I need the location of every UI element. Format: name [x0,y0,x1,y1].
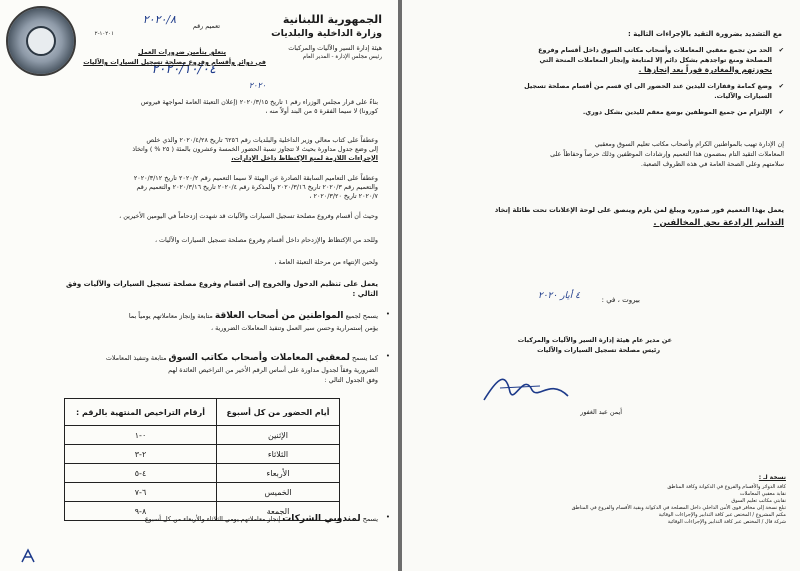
date-small-handwritten: ٢٠٢٠ [248,81,266,90]
checkmark-icon: ✔ [778,82,784,90]
circular-number-label: تعميم رقم [192,22,220,30]
paragraph-line: ٢٠٢٠/٧ تاريخ ٢٠٢٠/٣/٢٠ ، [309,192,378,200]
intro-line-2: التالي : [352,290,378,298]
signature-icon [480,370,572,404]
signatory-line-2: رئيس مصلحة تسجيل السيارات والآليات [537,346,660,354]
bullet2-line1: كما يسمح لمعقبي المعاملات وأصحاب مكاتب السوق متابعة وتنفيذ المعاملات [105,353,378,363]
circular-number-handwritten: ٢٠٢٠/٨ [142,13,176,26]
appeal-line: المعاملات التقيد التام بمضمون هذا التعميم وإرشادات الموظفين وذلك حرصاً وحفاظاً على [550,150,784,158]
table-cell: الأربعاء [217,464,340,483]
government-seal-icon [6,6,76,76]
signatory-name: أيمن عبد الغفور [580,408,622,416]
paragraph-line: الإجراءات اللازمة لمنع الإكتظاظ داخل الإدارات، [231,154,378,162]
place-date-label: بيروت ، في : [601,296,640,304]
table-header: أيام الحضور من كل أسبوع [217,399,340,426]
intro-line-1: يعمل على تنظيم الدخول والخروج إلى أقسام وفروع مصلحة تسجيل السيارات والآليات وفق [65,280,378,288]
table-row [65,426,340,445]
bullet3-line: يسمح لمندوبي الشركات إنجاز معاملاتهم يومي الثلاثاء والأربعاء من كل أسبوع. [142,514,378,524]
bullet1-line1: يسمح لجميع المواطنين من أصحاب العلاقة متابعة وإنجاز معاملاتهم يومياً بما [128,311,378,321]
cc-item: مكتم المشروع / المختص عبر كافة التدابير والإجراءات الوقائية [658,512,786,518]
table-cell: ٨-٩ [65,502,217,521]
appeal-line: سلامتهم وعلى الصحة العامة في هذه الظروف الصعبة. [640,160,784,168]
bullet2-line2: الضرورية وفقاً لجدول مداورة على أساس الرقم الأخير من التراخيص العائدة لهم [168,366,378,374]
authority-subtitle: رئيس مجلس الإدارة - المدير العام [302,54,382,60]
cc-item: تبلغ نسخة إلى مخافر قوى الأمن الداخلي داخل المصلحة في الدكوانة وبقية الأقسام والفروع في المناطق [571,505,786,511]
table-header: أرقام التراخيص المنتهية بالرقم : [65,399,217,426]
date-handwritten: ٤ أيار ٢٠٢٠ [537,291,580,301]
paragraph-line: كورونا) لا سيما الفقرة ٥ من البند أولاً منه ، [265,107,378,115]
subject-line-1: يتعلق بتأمين ضرورات العمل [138,48,226,56]
table-row [65,445,340,464]
bullet2-line3: وفق الجدول التالي : [324,376,378,384]
measures-intro: مع التشديد بضرورة التقيد بالإجراءات التالية : [627,30,782,38]
date-handwritten: ٢٠٢٠/١٠/٠٤ [151,62,216,77]
signatory-line-1: عن مدير عام هيئة إدارة السير والآليات والمركبات [517,336,672,344]
measure-2-line-2: السيارات والآليات. [714,92,772,100]
paragraph-line: ولحين الإنتهاء من مرحلة التعبئة العامة ، [274,258,378,266]
table-cell: ٠-١ [65,426,217,445]
bullet1-line2: يؤمن إستمرارية وحسن سير العمل وتنفيذ المعاملات الضرورية ، [211,324,378,332]
cc-item: شركة فال / المختص عبر كافة التدابير والإجراءات الوقائية [667,519,786,525]
table-cell: الثلاثاء [217,445,340,464]
enforcement-line-2: التدابير الرادعة بحق المخالفين . [653,217,784,227]
measure-1-line-1: الحد من تجمع معقبي المعاملات وأصحاب مكاتب السوق داخل أقسام وفروع [538,46,772,54]
handwritten-arrow-icon [20,548,36,564]
cc-item: نقابتي مكاتب تعليم السوق [731,498,786,504]
cc-item: كافة الدوائر والأقسام والفروع في الدكوانة وكافة المناطق [667,484,786,490]
left-page [0,0,398,571]
cc-title: نسخة لـ : [758,474,786,481]
reference-code: ١٠٢٠١-٢ [94,31,114,37]
measure-2-line-1: وضع كمامة وقفازات لليدين عند الحضور الى اي قسم من أقسام مصلحة تسجيل [524,82,772,90]
table-row [65,464,340,483]
bullet-icon: • [385,310,390,318]
paragraph-line: وعطفاً على التعاميم السابقة الصادرة عن الهيئة لا سيما التعميم رقم ٢٠٢٠/٢ تاريخ ٢٠٢٠/٣/١٢ [133,174,378,182]
table-cell: الجمعة [217,502,340,521]
table-cell: ٢-٣ [65,445,217,464]
paragraph-line: وللحد من الإكتظاظ والإزدحام داخل أقسام وفروع مصلحة تسجيل السيارات والآليات ، [154,236,378,244]
right-page [402,0,800,571]
subject-line-2: في دوائر وأقسام وفروع مصلحة تسجيل السيارات والآليات [83,58,266,66]
measure-3-line-1: الإلتزام من جميع الموظفين بوضع معقم لليدين بشكل دوري. [582,108,772,116]
paragraph-line: بناءً على قرار مجلس الوزراء رقم ١ تاريخ ٢٠٢٠/٣/١٥ (إعلان التعبئة العامة لمواجهة فيروس [140,98,378,106]
table-header-row [65,399,340,426]
table-cell: الخميس [217,483,340,502]
bullet-icon: • [385,352,390,360]
paragraph-line: والتعميم رقم ٢٠٢٠/٣ تاريخ ٢٠٢٠/٣/١٦ والمذكرة رقم ٢٠٢٠/٤ تاريخ ٢٠٢٠/٣/١٦ والتعميم رقم [136,183,378,191]
bullet-icon: • [385,513,390,521]
schedule-table [64,398,340,521]
paragraph-line: وحيث أن أقسام وفروع مصلحة تسجيل السيارات والآليات قد شهدت إزدحاماً في اليومين الأخيرين ، [119,212,378,220]
paragraph-line: وعطفاً على كتاب معالي وزير الداخلية والبلديات رقم ٦٢٥٦ تاريخ ٢٠٢٠/٤/٢٨ والذي خلص [146,136,378,144]
measure-1-line-2: المصلحة ومنع تواجدهم بشكل دائم إلا لمتابعة وإنجاز المعاملات المنحة التي [539,56,772,64]
table-cell: الإثنين [217,426,340,445]
table-row [65,483,340,502]
paragraph-line: إلى وضع جدول مداورة بحيث لا تتجاوز نسبة الحضور الخمسة وعشرون بالمئة ( ٢٥ % ) واتخاذ [132,145,378,153]
authority-name: هيئة إدارة السير والآليات والمركبات [288,44,382,52]
measure-1-line-3: بحوزتهم والمغادرة فوراً بعد إنجازها . [638,65,772,74]
enforcement-line-1: يعمل بهذا التعميم فور صدوره ويبلغ لمن يلزم وينصق على لوحة الإعلانات تحت طائلة إتخاذ [494,206,784,214]
checkmark-icon: ✔ [778,108,784,116]
republic-title: الجمهورية اللبنانية [282,13,382,26]
table-cell: ٦-٧ [65,483,217,502]
ministry-title: وزارة الداخلية والبلديات [271,28,382,39]
appeal-line: إن الإدارة تهيب بالمواطنين الكرام وأصحاب مكاتب تعليم السوق ومعقبي [594,140,784,148]
checkmark-icon: ✔ [778,46,784,54]
table-cell: ٤-٥ [65,464,217,483]
cc-item: نقابة معقبي المعاملات [739,491,786,497]
